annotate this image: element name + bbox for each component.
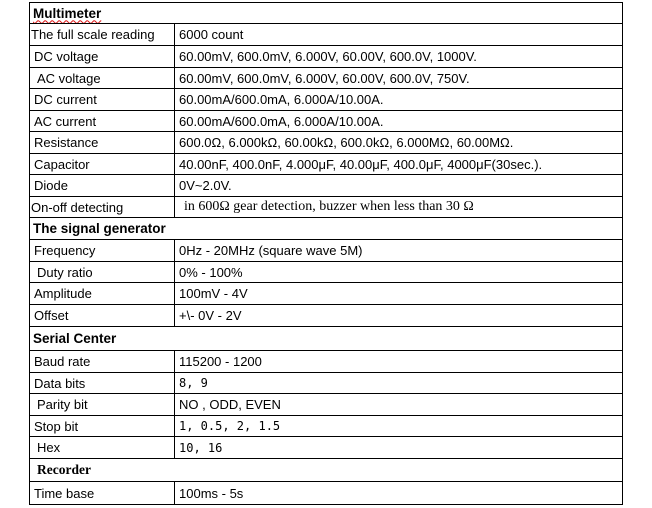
row-label: Data bits <box>30 373 175 394</box>
row-label: Baud rate <box>30 351 175 373</box>
row-label: DC current <box>30 89 175 111</box>
row-value: 100mV - 4V <box>175 283 623 305</box>
row-value: in 600Ω gear detection, buzzer when less than 30 Ω <box>175 197 623 218</box>
row-label: Amplitude <box>30 283 175 305</box>
row-value: 0V~2.0V. <box>175 175 623 197</box>
section-header-signal-generator <box>30 218 623 240</box>
row-value: 6000 count <box>175 24 623 46</box>
section-header-multimeter <box>30 3 623 24</box>
row-label: Time base <box>30 482 175 505</box>
table-row <box>30 283 623 305</box>
row-label: The full scale reading <box>30 24 175 46</box>
section-title: The signal generator <box>30 218 623 240</box>
row-label: DC voltage <box>30 46 175 68</box>
row-value: 60.00mA/600.0mA, 6.000A/10.00A. <box>175 111 623 132</box>
table-row <box>30 394 623 416</box>
row-value: 1, 0.5, 2, 1.5 <box>175 416 623 437</box>
row-value: 600.0Ω, 6.000kΩ, 60.00kΩ, 600.0kΩ, 6.000MΩ, 60.00MΩ. <box>175 132 623 154</box>
table-row <box>30 132 623 154</box>
row-value: 60.00mV, 600.0mV, 6.000V, 60.00V, 600.0V, 1000V. <box>175 46 623 68</box>
table-row <box>30 240 623 262</box>
row-value: 40.00nF, 400.0nF, 4.000μF, 40.00μF, 400.0μF, 4000μF(30sec.). <box>175 154 623 175</box>
table-row <box>30 154 623 175</box>
row-label: Capacitor <box>30 154 175 175</box>
section-title: Serial Center <box>30 327 623 351</box>
row-label: Parity bit <box>30 394 175 416</box>
row-label: Diode <box>30 175 175 197</box>
table-row <box>30 175 623 197</box>
section-header-serial-center <box>30 327 623 351</box>
row-value: 10, 16 <box>175 437 623 459</box>
table-row <box>30 305 623 327</box>
row-label: On-off detecting <box>30 197 175 218</box>
table-row <box>30 262 623 283</box>
row-value: 8, 9 <box>175 373 623 394</box>
row-label: Hex <box>30 437 175 459</box>
row-label: Duty ratio <box>30 262 175 283</box>
row-label: Offset <box>30 305 175 327</box>
row-value: 115200 - 1200 <box>175 351 623 373</box>
table-row <box>30 89 623 111</box>
section-title: Recorder <box>30 459 623 482</box>
table-row <box>30 416 623 437</box>
row-value: 0% - 100% <box>175 262 623 283</box>
spec-sheet <box>29 2 622 505</box>
row-label: Frequency <box>30 240 175 262</box>
table-row <box>30 197 623 218</box>
section-header-recorder <box>30 459 623 482</box>
row-label: Stop bit <box>30 416 175 437</box>
row-label: AC current <box>30 111 175 132</box>
row-value: 0Hz - 20MHz (square wave 5M) <box>175 240 623 262</box>
section-title: Multimeter <box>33 5 102 21</box>
table-row <box>30 68 623 89</box>
spec-table <box>29 2 623 505</box>
row-value: 100ms - 5s <box>175 482 623 505</box>
table-row <box>30 24 623 46</box>
table-row <box>30 482 623 505</box>
row-label: AC voltage <box>30 68 175 89</box>
table-row <box>30 373 623 394</box>
row-value: NO , ODD, EVEN <box>175 394 623 416</box>
table-row <box>30 351 623 373</box>
row-value: 60.00mV, 600.0mV, 6.000V, 60.00V, 600.0V, 750V. <box>175 68 623 89</box>
row-value: +\- 0V - 2V <box>175 305 623 327</box>
table-row <box>30 111 623 132</box>
row-label: Resistance <box>30 132 175 154</box>
row-value: 60.00mA/600.0mA, 6.000A/10.00A. <box>175 89 623 111</box>
table-row <box>30 437 623 459</box>
table-row <box>30 46 623 68</box>
